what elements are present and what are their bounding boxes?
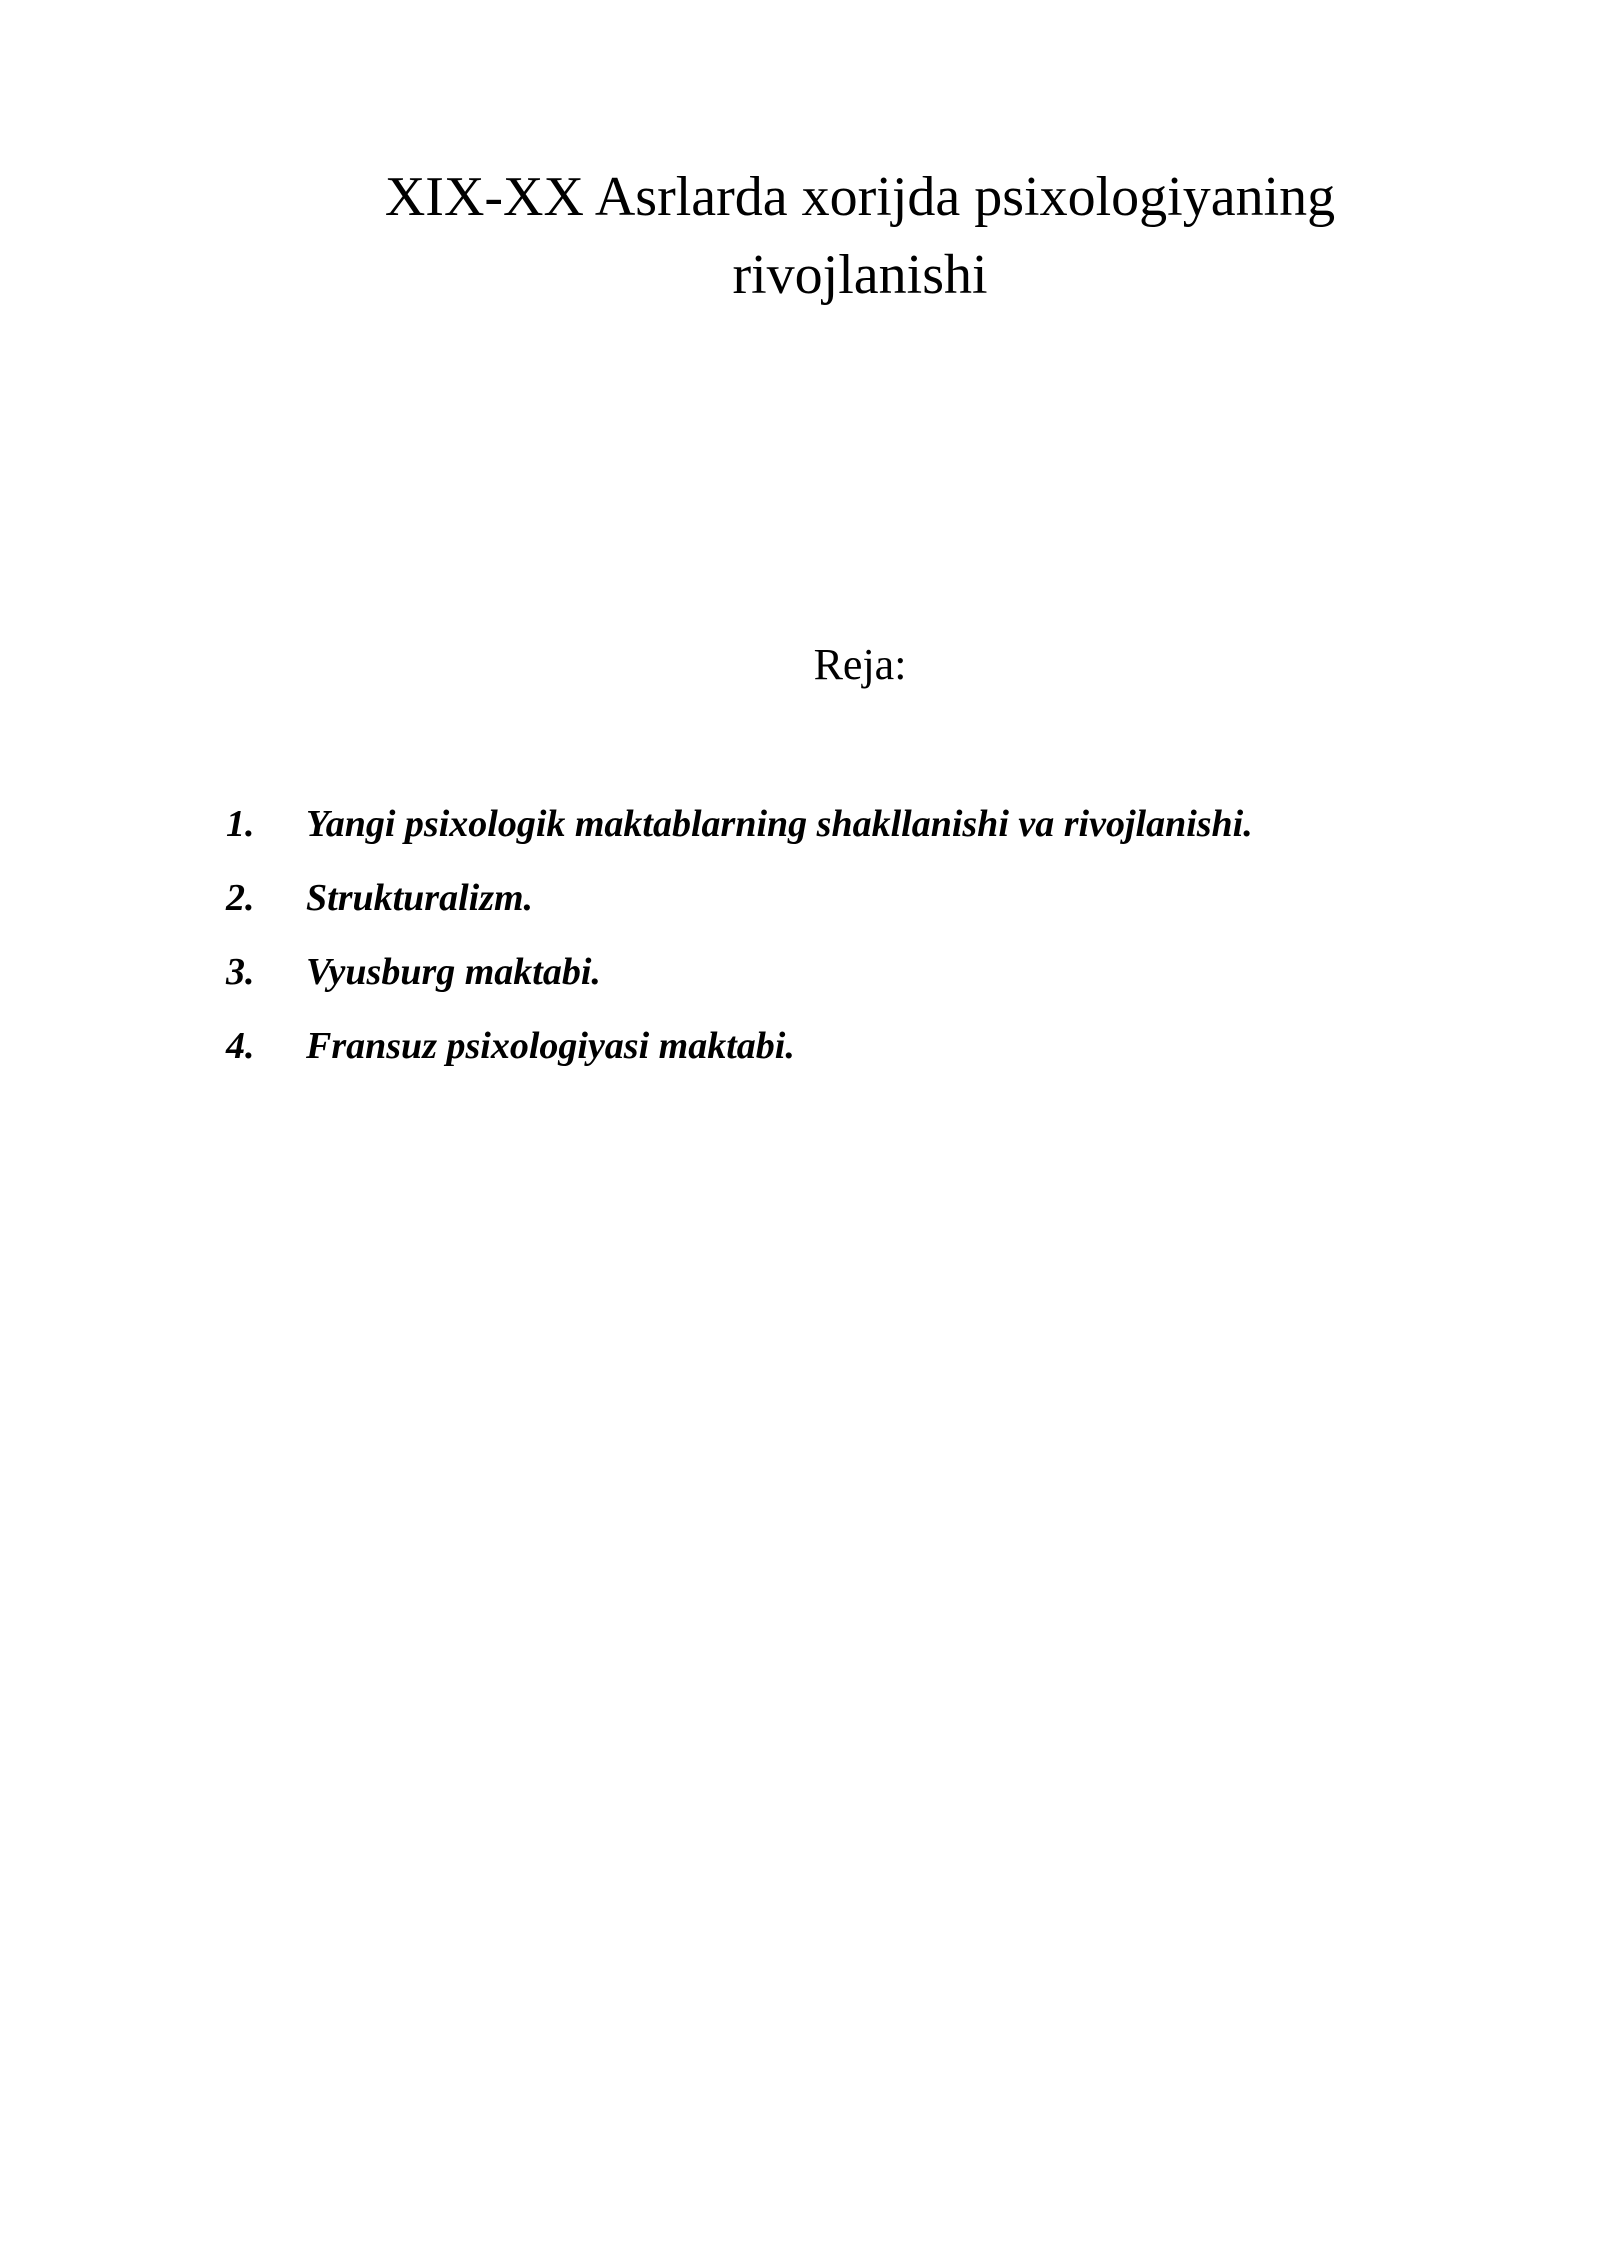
plan-item-3 (226, 946, 1466, 1020)
plan-item-text: Strukturalizm. (306, 877, 534, 919)
plan-list (226, 798, 1466, 1094)
plan-item-text: Fransuz psixologiyasi maktabi. (306, 1025, 795, 1067)
plan-heading: Reja: (813, 640, 907, 689)
document-title (300, 158, 1420, 314)
plan-item-number: 3. (226, 951, 255, 993)
plan-item-4 (226, 1020, 1466, 1094)
plan-item-2 (226, 872, 1466, 946)
plan-item-number: 4. (226, 1025, 255, 1067)
plan-item-text: Vyusburg maktabi. (306, 951, 601, 993)
plan-item-number: 1. (226, 803, 255, 845)
plan-item-number: 2. (226, 877, 255, 919)
title-line-2: rivojlanishi (732, 244, 988, 306)
title-line-1: XIX-XX Asrlarda xorijda psixologiyaning (384, 166, 1336, 228)
plan-item-1 (226, 798, 1466, 872)
plan-item-text: Yangi psixologik maktablarning shakllanishi va rivojlanishi. (306, 803, 1253, 845)
